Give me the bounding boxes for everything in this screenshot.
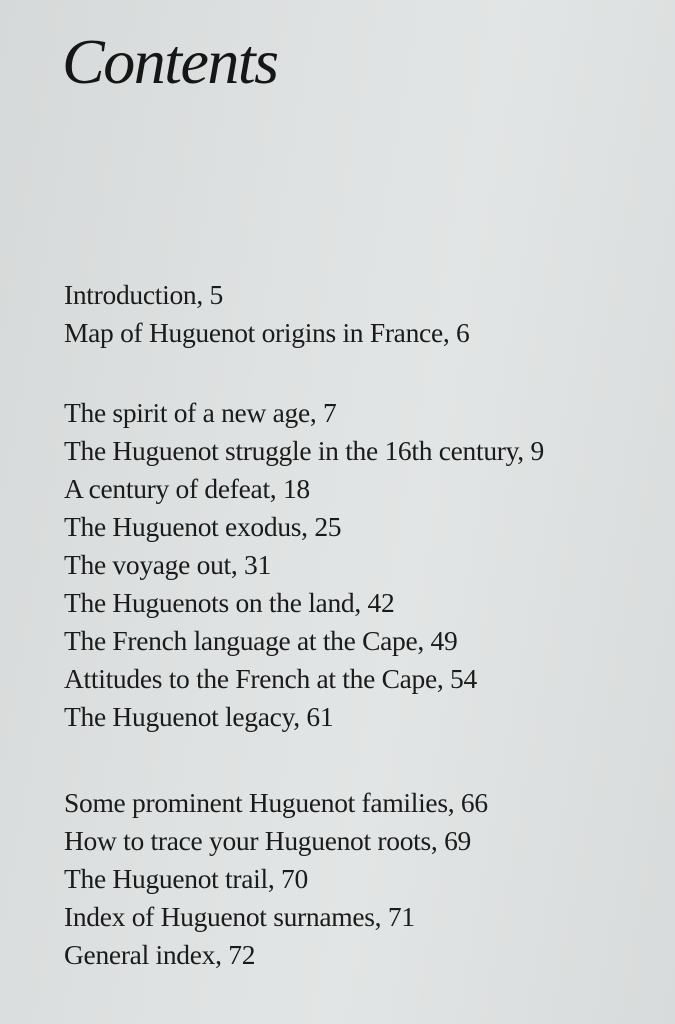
toc-entry: The spirit of a new age, 7 [64, 397, 337, 428]
toc-entry: The Huguenot struggle in the 16th century, 9 [64, 435, 544, 466]
toc-entry: Map of Huguenot origins in France, 6 [64, 317, 470, 348]
toc-entry: Index of Huguenot surnames, 71 [64, 901, 415, 932]
toc-entry: The Huguenots on the land, 42 [64, 587, 395, 618]
toc-group-chapters [64, 394, 664, 736]
toc-entry: The Huguenot legacy, 61 [64, 701, 334, 732]
page-title: Contents [62, 26, 278, 97]
toc-entry: How to trace your Huguenot roots, 69 [64, 825, 471, 856]
toc-entry: The Huguenot exodus, 25 [64, 511, 342, 542]
toc-entry: Introduction, 5 [64, 279, 223, 310]
toc-entry: Attitudes to the French at the Cape, 54 [64, 663, 477, 694]
toc-entry: Some prominent Huguenot families, 66 [64, 787, 488, 818]
toc-entry: The Huguenot trail, 70 [64, 863, 308, 894]
toc-entry: General index, 72 [64, 939, 256, 970]
toc-entry: The voyage out, 31 [64, 549, 271, 580]
toc-group-back-matter [64, 784, 664, 974]
toc-entry: A century of defeat, 18 [64, 473, 310, 504]
toc-entry: The French language at the Cape, 49 [64, 625, 458, 656]
toc-group-front-matter [64, 276, 664, 352]
